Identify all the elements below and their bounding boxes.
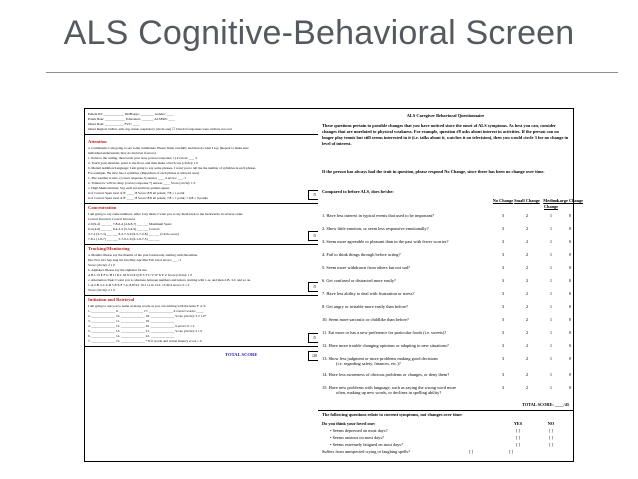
form-line: a. Months: Please say the months of the year backwards, starting with December. — [88, 253, 199, 257]
mood-row — [322, 442, 569, 449]
question-row — [322, 291, 572, 301]
rating-value: 1 — [549, 226, 553, 231]
rating-value: 2 — [525, 330, 529, 335]
rating-value: 1 — [549, 317, 553, 322]
questionnaire-divider — [318, 410, 573, 411]
form-line: Dec Nov Oct Sep Aug Jul Jun May Apr Mar Feb Jan # errors: ___ /1 — [88, 258, 182, 262]
column-header: Small Change — [514, 198, 540, 203]
form-line: 1-A 2-B 3-C 4-D 5-E 6-F 7-G 8-H 9-I 10-J 11-K 12-L 13-M # errors: 0 1 2 — [88, 283, 190, 287]
form-line: 2. Touch your shoulder, point to the floor, and then make a fist Score (circle): 1 0 — [88, 161, 198, 165]
form-line: I am going to ask you to name as many words as you can starting with the letter F or S. — [88, 304, 207, 308]
rating-value: 3 — [501, 226, 505, 231]
question-text: 10. Seem more sarcastic or childlike than before? — [322, 317, 409, 322]
rating-value: 2 — [525, 372, 529, 377]
mood-yes-box: [ ] — [469, 449, 473, 454]
form-line: 2. ______________ 10. ______________ 18. ______________ Score (circle): 3 2 1 0* — [88, 314, 207, 318]
form-line: individual understands; may do 2nd trial if errors) — [88, 151, 156, 155]
question-text: 6. Get confused or distracted more easily? — [322, 278, 397, 283]
rating-value: 1 — [549, 278, 553, 283]
rating-value: 3 — [501, 278, 505, 283]
mood-no-box: [ ] — [549, 442, 553, 447]
rating-value: 0 — [568, 265, 572, 270]
rating-value: 3 — [501, 252, 505, 257]
form-line: c. Digit Memorization: Say each set and have patient repeat. — [88, 186, 170, 190]
rating-value: 3 — [501, 291, 505, 296]
column-header: Medium Change — [543, 198, 559, 209]
section-heading: Attention — [88, 139, 107, 144]
mood-question: Suffers from unexpected crying or laughing spells? — [322, 449, 410, 454]
form-line: I am going to say some numbers. After I say them, I want you to say them back to me backwards, in reverse order. — [88, 212, 244, 216]
column-header: No Change — [492, 198, 514, 203]
form-line: Score (circle): 2 1 0 — [88, 288, 115, 292]
question-row — [322, 265, 572, 275]
form-line: 6. ______________ 14. ______________ 22. ______________ — [88, 334, 175, 338]
rating-value: 0 — [568, 213, 572, 218]
question-row — [322, 343, 572, 353]
header-line: Exam Date: ____________ Education: _______ ALSFRS: ____ — [88, 117, 176, 121]
question-text: 15. Have new problems with language, such as saying the wrong word more — [322, 385, 457, 390]
rating-value: 3 — [501, 372, 505, 377]
question-row — [322, 372, 572, 382]
rating-value: 2 — [525, 226, 529, 231]
form-line: 1. The weather is nice. (correct response 5) answer ____ # errors: ___ /1 — [88, 176, 187, 180]
rating-value: 3 — [501, 265, 505, 270]
section-heading: Tracking/Monitoring — [88, 246, 130, 251]
rating-value: 3 — [501, 330, 505, 335]
total-score-label: TOTAL SCORE — [225, 352, 258, 357]
form-line: 2. Tomorrow will be rainy. (correct response 7) answer ____ Score (circle): 1 0 — [88, 181, 196, 185]
form-line: 4. ______________ 12. ______________ 20. ______________ # errors: 0 1 2 — [88, 324, 195, 328]
rating-value: 2 — [525, 385, 529, 390]
cognitive-screen-page — [84, 108, 326, 462]
rating-value: 2 — [525, 278, 529, 283]
section-score-box: /5 — [308, 190, 321, 200]
form-line: 1. ______________ 9. ______________ 17. ______________ # correct words: ____ — [88, 309, 204, 313]
rating-value: 2 — [525, 239, 529, 244]
rating-value: 2 — [525, 213, 529, 218]
question-row — [322, 252, 572, 262]
rating-value: 0 — [568, 343, 572, 348]
questionnaire-instruction: If the person has always had the trait in question, please respond No Change, since there has been no change over time. — [322, 169, 545, 174]
question-text: 2. Show little emotion, or seem less responsive emotionally? — [322, 226, 429, 231]
form-line: # of Correct Span total of 8: ____ /8 Score: 8/8 all points; 7/8 = 1 point — [88, 191, 185, 195]
rating-value: 1 — [549, 304, 553, 309]
mood-no-header: NO — [547, 421, 555, 426]
rating-value: 1 — [549, 356, 553, 361]
form-line: 3-7-2 (2-7-3) ___ ___ 8-2-7-5-9 (9-5-7-2-8) ___ ___ (Circle score) — [88, 232, 179, 236]
form-line: 2-9 (9-2) ___ ___ 7-8-6-4 (4-6-8-7) ___ ___ Maximum Span: — [88, 222, 172, 226]
questionnaire-compared: Compared to before ALS, does he/she: — [322, 189, 394, 194]
rating-value: 2 — [525, 343, 529, 348]
current-symptoms-heading: The following questions relate to current symptoms, not changes over time: — [322, 412, 463, 417]
question-row — [322, 330, 572, 340]
question-row — [322, 356, 572, 372]
question-text-cont: often, making up new words, or declines in spelling ability? — [336, 390, 442, 395]
question-text: 4. Fail to think things through before acting? — [322, 252, 401, 257]
header-line: Onset Region: bulbar, arm, leg, trunk, respiratory (circle one) ☐ Check if responses were written, not oral — [88, 127, 232, 131]
form-line: 7. ______________ 15. ______________ * If 0 words and verbal fluency score = 0 — [88, 339, 202, 343]
rating-value: 0 — [568, 372, 572, 377]
form-line: a. Commands: I am going to say some commands. Please listen carefully and then do what I say. (Repeat to make sure — [88, 146, 249, 150]
mood-row — [322, 428, 569, 435]
question-row — [322, 385, 572, 401]
rating-value: 2 — [525, 291, 529, 296]
form-line: c. Alternation Task: I want you to alternate between numbers and letters, starting with 1-A, and then 2-B, 3-C and so on. — [88, 278, 251, 282]
rating-value: 3 — [501, 343, 505, 348]
rating-value: 0 — [568, 252, 572, 257]
header-divider — [85, 134, 325, 135]
title-divider — [46, 72, 618, 73]
column-header: Large Change — [556, 198, 584, 203]
form-line: 3. ______________ 11. ______________ 19. ______________ — [88, 319, 175, 323]
question-row — [322, 213, 572, 223]
mood-yes-box: [ ] — [516, 442, 520, 447]
question-text: 13. Show less judgment or more problems making good decisions — [322, 356, 438, 361]
section-divider — [85, 346, 325, 347]
rating-value: 2 — [525, 317, 529, 322]
rating-value: 1 — [549, 239, 553, 244]
question-text: 11. Eat more or has a new preference for particular foods (i.e. sweets)? — [322, 330, 447, 335]
rating-value: 3 — [501, 356, 505, 361]
question-row — [322, 278, 572, 288]
rating-value: 0 — [568, 239, 572, 244]
rating-value: 2 — [525, 304, 529, 309]
rating-value: 3 — [501, 317, 505, 322]
question-text: 14. Have less awareness of obvious problems or changes, or deny them? — [322, 372, 450, 377]
section-heading: Concentration — [88, 205, 117, 210]
rating-value: 3 — [501, 213, 505, 218]
question-text: 1. Have less interest in typical events that used to be important? — [322, 213, 434, 218]
form-line: 5. ______________ 13. ______________ 21. ______________ Score (circle): 2 1 0 — [88, 329, 203, 333]
question-row — [322, 317, 572, 327]
mood-yes-box: [ ] — [516, 428, 520, 433]
form-line: For example, 'Be nice' has 2 syllables. (Repetition of each phrase is allowed once) — [88, 171, 200, 175]
rating-value: 0 — [568, 356, 572, 361]
question-text: 8. Get angry or irritable more easily than before? — [322, 304, 408, 309]
form-line: b. Alphabet: Please say the alphabet for me. — [88, 268, 148, 272]
rating-value: 3 — [501, 385, 505, 390]
rating-value: 0 — [568, 291, 572, 296]
question-row — [322, 304, 572, 314]
mood-row — [322, 435, 569, 442]
form-line: b. Mental Addition/Language: I am going to say some phrases. I want you to tell me the number of syllables in each phrase. — [88, 166, 256, 170]
questionnaire-intro: These questions pertain to possible changes that you have noticed since the onset of ALS symptoms. As best you can, consider changes that are unrelated to physical weakness. For example, question #8 asks about interest in activities. If the person can no longer play tennis but still seems interested in it (i.e. talks about it, watches it on television), then you would circle 3 for no change in level of interest. — [322, 123, 569, 146]
mood-row — [322, 449, 569, 456]
rating-value: 2 — [525, 356, 529, 361]
rating-value: 0 — [568, 385, 572, 390]
rating-value: 0 — [568, 330, 572, 335]
form-line: 7-8-1 (1-8-7) ___ ___ 5-7-6-1-9 (9-1-6-7-5) ___ ___ — [88, 237, 160, 241]
form-line: 6-4 (4-6) ___ ___ 9-4-3-5 (5-3-4-9) ___ ___ Correct: — [88, 227, 161, 231]
mood-yes-header: YES — [513, 421, 523, 426]
question-row — [322, 239, 572, 249]
rating-value: 1 — [549, 252, 553, 257]
form-line: Correct Incorrect Correct Incorrect — [88, 217, 136, 221]
form-line: Score (circle): 2 1 0 — [88, 263, 115, 267]
rating-value: 1 — [549, 213, 553, 218]
caregiver-questionnaire-page — [318, 108, 584, 462]
mood-no-box: [ ] — [549, 428, 553, 433]
total-score-box: /20 — [308, 351, 321, 361]
rating-value: 0 — [568, 278, 572, 283]
mood-question: • Seems extremely fatigued on most days? — [330, 442, 403, 447]
rating-value: 1 — [549, 265, 553, 270]
questionnaire-title: ALS Caregiver Behavioral Questionnaire — [406, 113, 485, 118]
section-score-box: /5 — [308, 333, 321, 343]
question-text: 3. Seem more agreeable or pleasant than in the past with fewer worries? — [322, 239, 449, 244]
rating-value: 1 — [549, 343, 553, 348]
rating-value: 1 — [549, 385, 553, 390]
rating-value: 1 — [549, 372, 553, 377]
rating-value: 3 — [501, 239, 505, 244]
form-line: # of Correct Span total of 8: ____ /8 Score: 8/8 all points; 7/8 = 1 point; < 6/8 = 0 points — [88, 196, 208, 200]
mood-question: • Seems depressed on most days? — [330, 428, 388, 433]
rating-value: 1 — [549, 330, 553, 335]
question-text: 5. Seem more withdrawn from others but not sad? — [322, 265, 410, 270]
rating-value: 0 — [568, 226, 572, 231]
header-line: Patient ID: ____________ DOB/Age: ________ Gender: ____ — [88, 112, 174, 116]
rating-value: 0 — [568, 304, 572, 309]
section-divider — [85, 244, 325, 245]
question-row — [322, 226, 572, 236]
rating-value: 3 — [501, 304, 505, 309]
mood-no-box: [ ] — [509, 449, 513, 454]
section-divider — [85, 203, 325, 204]
rating-value: 2 — [525, 252, 529, 257]
section-score-box: /5 — [308, 231, 321, 241]
form-line: A B C D E F G H I J K L M N O P Q R S T U V W X Y Z Score (circle): 1 0 — [88, 273, 193, 277]
rating-value: 2 — [525, 265, 529, 270]
mood-no-box: [ ] — [549, 435, 553, 440]
mood-question: • Seems anxious on most days? — [330, 435, 384, 440]
mood-header — [322, 421, 569, 428]
mood-yes-box: [ ] — [516, 435, 520, 440]
form-line: 1. Point to the ceiling, then touch your nose (correct response: 1) # errors: ___ /1 — [88, 156, 198, 160]
section-score-box: /5 — [308, 282, 321, 292]
rating-value: 0 — [568, 317, 572, 322]
question-text: 12. Have more trouble changing opinions or adapting to new situations? — [322, 343, 449, 348]
section-divider — [85, 295, 325, 296]
questionnaire-total: TOTAL SCORE: ____/45 — [522, 402, 569, 407]
slide-title: ALS Cognitive-Behavioral Screen — [63, 14, 575, 52]
question-text-cont: (i.e. regarding safety, finances, etc.)? — [336, 361, 401, 366]
question-text: 7. Have less ability to deal with frustration or stress? — [322, 291, 415, 296]
section-heading: Initiation and Retrieval — [88, 297, 135, 302]
mood-title: Do you think your loved one: — [322, 421, 376, 426]
header-line: Onset Date: ___________ FVC: ____ — [88, 122, 140, 126]
rating-value: 1 — [549, 291, 553, 296]
